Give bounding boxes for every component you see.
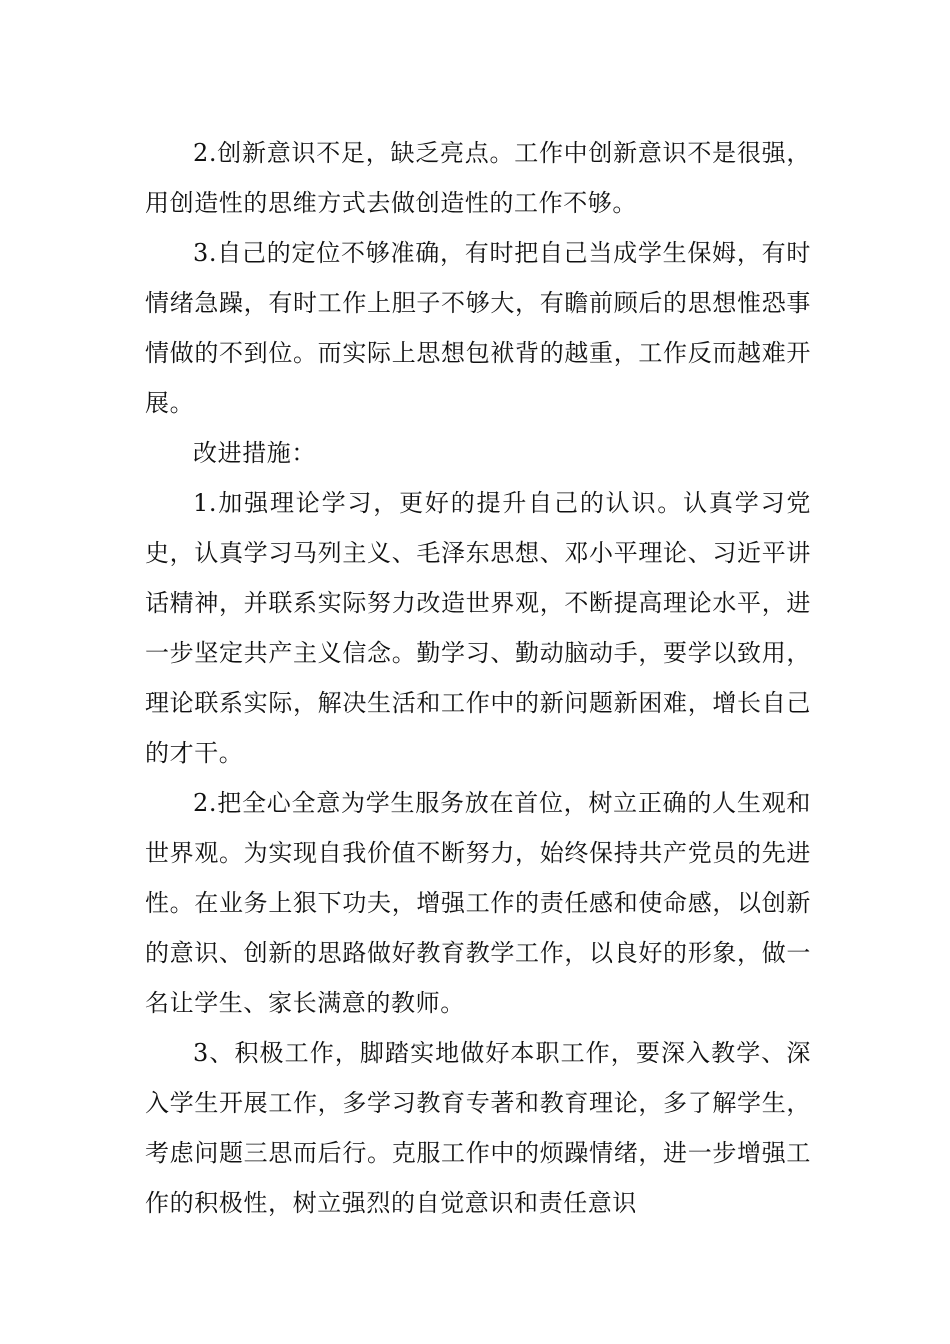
paragraph-serve-students: 2.把全心全意为学生服务放在首位，树立正确的人生观和世界观。为实现自我价值不断努力，始终保持共产党员的先进性。在业务上狠下功夫，增强工作的责任感和使命感，以创新的意识、创新的思路做好教育教学工作，以良好的形象，做一名让学生、家长满意的教师。 [145,789,811,1017]
section-heading-improvement-measures: 改进措施： [193,439,316,467]
paragraph-theory-study: 1.加强理论学习，更好的提升自己的认识。认真学习党史，认真学习马列主义、毛泽东思想、邓小平理论、习近平讲话精神，并联系实际努力改造世界观，不断提高理论水平，进一步坚定共产主义信念。勤学习、勤动脑动手，要学以致用，理论联系实际，解决生活和工作中的新问题新困难，增长自己的才干。 [145,489,811,767]
paragraph-innovation-lacking: 2.创新意识不足，缺乏亮点。工作中创新意识不是很强，用创造性的思维方式去做创造性的工作不够。 [145,139,811,217]
paragraph-active-work: 3、积极工作，脚踏实地做好本职工作，要深入教学、深入学生开展工作，多学习教育专著和教育理论，多了解学生，考虑问题三思而后行。克服工作中的烦躁情绪，进一步增强工作的积极性，树立强烈的自觉意识和责任意识 [145,1039,811,1217]
paragraph-self-positioning: 3.自己的定位不够准确，有时把自己当成学生保姆，有时情绪急躁，有时工作上胆子不够大，有瞻前顾后的思想惟恐事情做的不到位。而实际上思想包袱背的越重，工作反而越难开展。 [145,239,811,417]
document-body [145,128,811,1228]
